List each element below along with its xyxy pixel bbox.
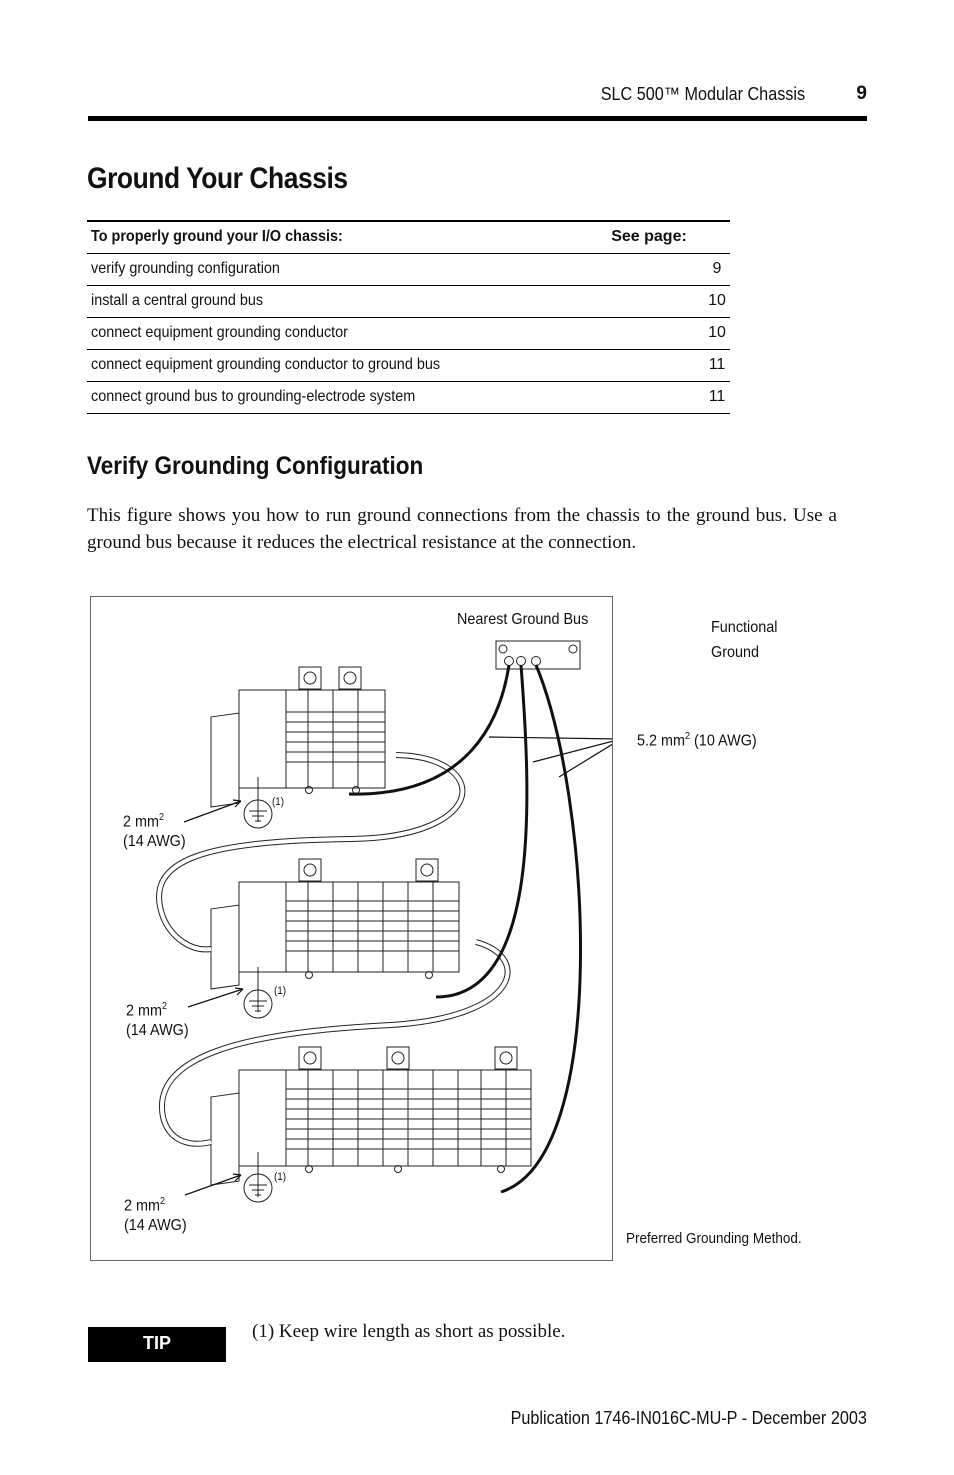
task-cell: verify grounding configuration: [91, 260, 280, 277]
grounding-figure: [90, 596, 613, 1261]
note-ref-2: (1): [274, 985, 287, 997]
chassis-2: [211, 859, 459, 989]
ground-symbol-1: [244, 777, 272, 828]
footer-publication: Publication 1746-IN016C-MU-P - December 2003: [510, 1408, 867, 1428]
tip-text: (1) Keep wire length as short as possible.: [252, 1321, 566, 1342]
page-cell: 9: [712, 260, 722, 277]
chassis-1: [211, 667, 385, 807]
ground-bus-label: Nearest Ground Bus: [457, 611, 589, 628]
wire-size: 2 mm: [124, 1197, 160, 1215]
table-row: [87, 350, 730, 382]
wire-size: 2 mm: [123, 813, 159, 831]
page-cell: 11: [708, 388, 726, 405]
wire-awg: (14 AWG): [124, 1217, 187, 1235]
wire-label-large: [637, 727, 757, 751]
wire-awg: (10 AWG): [690, 732, 757, 750]
page-title: Ground Your Chassis: [87, 162, 348, 195]
ground-wire-2: [436, 665, 527, 997]
grounding-diagram: [91, 597, 612, 1260]
chassis-3: [211, 1047, 531, 1185]
ground-symbol-2: [244, 967, 272, 1018]
page-column-header: See page:: [611, 228, 687, 245]
note-ref-1: (1): [272, 796, 285, 808]
wire-label-3: [124, 1192, 187, 1236]
task-column-header: To properly ground your I/O chassis:: [91, 228, 343, 245]
task-cell: install a central ground bus: [91, 292, 264, 309]
page-cell: 11: [708, 356, 726, 373]
task-cell: connect equipment grounding conductor to ground bus: [91, 356, 441, 373]
header-rule: [88, 116, 867, 121]
task-cell: connect equipment grounding conductor: [91, 324, 348, 341]
task-table-header: [87, 220, 730, 254]
table-row: [87, 286, 730, 318]
wire-awg: (14 AWG): [123, 833, 186, 851]
note-ref-3: (1): [274, 1171, 287, 1183]
page-header: [88, 80, 867, 120]
ground-wire-3: [501, 665, 581, 1192]
section-title: Verify Grounding Configuration: [87, 452, 424, 480]
ground-symbol-3: [244, 1152, 272, 1202]
wire-size: 2 mm: [126, 1002, 162, 1020]
functional-ground-label: [711, 618, 777, 663]
wire-label-1: [123, 808, 186, 852]
figure-caption: Preferred Grounding Method.: [626, 1230, 802, 1247]
table-row: [87, 382, 730, 414]
table-row: [87, 318, 730, 350]
functional-ground-line-1: Functional: [711, 619, 778, 636]
page-cell: 10: [708, 324, 726, 341]
tip-badge: TIP: [88, 1327, 226, 1362]
wire-size: 5.2 mm: [637, 732, 686, 750]
header-title: SLC 500™ Modular Chassis: [600, 84, 805, 104]
task-table: [87, 220, 730, 414]
wire-size-sup: 2: [160, 1196, 166, 1207]
page-cell: 10: [708, 292, 726, 309]
wire-awg: (14 AWG): [126, 1022, 189, 1040]
functional-ground-line-2: Ground: [711, 644, 760, 661]
ground-wire-1: [349, 665, 509, 794]
task-cell: connect ground bus to grounding-electrode system: [91, 388, 416, 405]
page-number: 9: [856, 83, 867, 104]
wire-size-sup: 2: [162, 1001, 168, 1012]
wire-size-sup: 2: [159, 812, 165, 823]
wire-size-sup: 2: [685, 731, 691, 742]
table-row: [87, 254, 730, 286]
intro-paragraph: This figure shows you how to run ground connections from the chassis to the ground bus. Use a ground bus because it reduces the electrical resistance at the connection.: [87, 505, 837, 553]
wire-label-2: [126, 997, 189, 1041]
